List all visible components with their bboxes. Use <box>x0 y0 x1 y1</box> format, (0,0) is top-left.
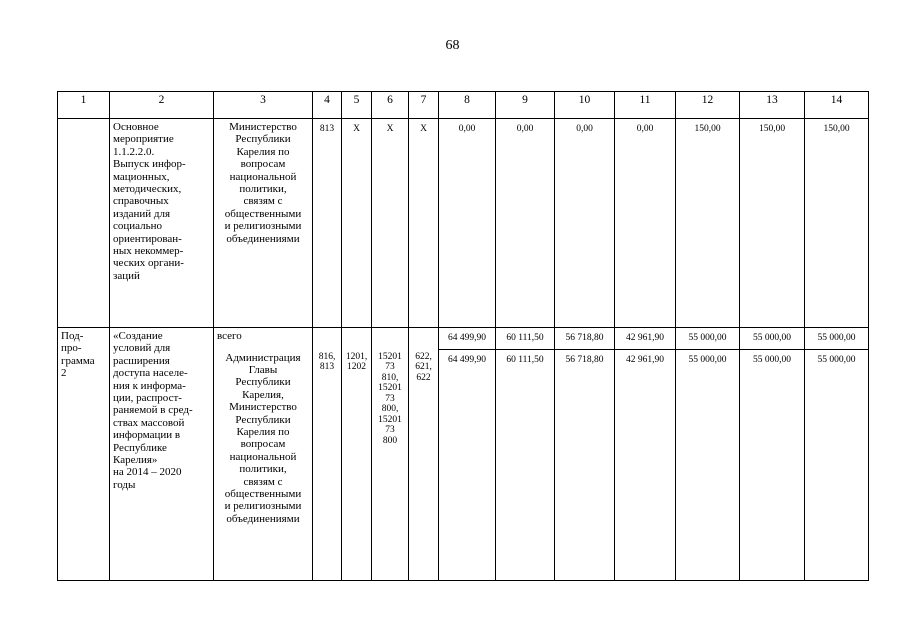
code-cell: 816, 813 <box>313 350 342 581</box>
header-cell: 6 <box>372 92 409 119</box>
subprogram-label-cell: Под- про- грамма 2 <box>58 328 110 581</box>
total-label-cell: всего <box>214 328 313 350</box>
header-cell: 9 <box>496 92 555 119</box>
code-cell: Х <box>409 119 439 328</box>
amount-cell: 55 000,00 <box>740 350 805 581</box>
header-cell: 14 <box>805 92 869 119</box>
amount-cell: 55 000,00 <box>676 328 740 350</box>
header-cell: 11 <box>615 92 676 119</box>
header-cell: 5 <box>342 92 372 119</box>
amount-cell: 150,00 <box>805 119 869 328</box>
amount-cell: 55 000,00 <box>676 350 740 581</box>
code-cell: Х <box>342 119 372 328</box>
header-cell: 13 <box>740 92 805 119</box>
header-cell: 7 <box>409 92 439 119</box>
empty-cell <box>372 328 409 350</box>
table-row <box>58 119 869 328</box>
code-cell: 813 <box>313 119 342 328</box>
amount-cell: 55 000,00 <box>805 350 869 581</box>
amount-cell: 56 718,80 <box>555 328 615 350</box>
measure-name-cell: Основное мероприятие 1.1.2.2.0. Выпуск инфор- мационных, методических, справочных изданий для социально ориентирован- ных некоммер- ческих органи- заций <box>110 119 214 328</box>
amount-cell: 150,00 <box>740 119 805 328</box>
amount-cell: 150,00 <box>676 119 740 328</box>
table-row <box>58 328 869 350</box>
header-cell: 3 <box>214 92 313 119</box>
amount-cell: 0,00 <box>615 119 676 328</box>
header-cell: 10 <box>555 92 615 119</box>
amount-cell: 60 111,50 <box>496 350 555 581</box>
amount-cell: 42 961,90 <box>615 328 676 350</box>
amount-cell: 42 961,90 <box>615 350 676 581</box>
amount-cell: 64 499,90 <box>439 328 496 350</box>
subprogram-name-cell: «Создание условий для расширения доступа населе- ния к информа- ции, распрост- раняемой в сред- ствах массовой информации в Республике Карелия» на 2014 – 2020 годы <box>110 328 214 581</box>
page-number: 68 <box>445 38 460 53</box>
amount-cell: 0,00 <box>496 119 555 328</box>
code-cell: 15201 73 810, 15201 73 800, 15201 73 800 <box>372 350 409 581</box>
amount-cell: 0,00 <box>439 119 496 328</box>
amount-cell: 56 718,80 <box>555 350 615 581</box>
code-cell: 1201, 1202 <box>342 350 372 581</box>
code-cell: Х <box>372 119 409 328</box>
code-cell: 622, 621, 622 <box>409 350 439 581</box>
empty-cell <box>58 119 110 328</box>
amount-cell: 0,00 <box>555 119 615 328</box>
header-cell: 12 <box>676 92 740 119</box>
header-cell: 8 <box>439 92 496 119</box>
table-header-row <box>58 92 869 119</box>
executor-cell: Администрация Главы Республики Карелия, Министерство Республики Карелия по вопросам национальной политики, связям с общественными и религиозными объединениями <box>214 350 313 581</box>
executor-cell: Министерство Республики Карелия по вопросам национальной политики, связям с общественными и религиозными объединениями <box>214 119 313 328</box>
amount-cell: 60 111,50 <box>496 328 555 350</box>
empty-cell <box>313 328 342 350</box>
amount-cell: 64 499,90 <box>439 350 496 581</box>
header-cell: 1 <box>58 92 110 119</box>
header-cell: 4 <box>313 92 342 119</box>
budget-table <box>57 91 869 581</box>
header-cell: 2 <box>110 92 214 119</box>
amount-cell: 55 000,00 <box>740 328 805 350</box>
empty-cell <box>409 328 439 350</box>
amount-cell: 55 000,00 <box>805 328 869 350</box>
empty-cell <box>342 328 372 350</box>
